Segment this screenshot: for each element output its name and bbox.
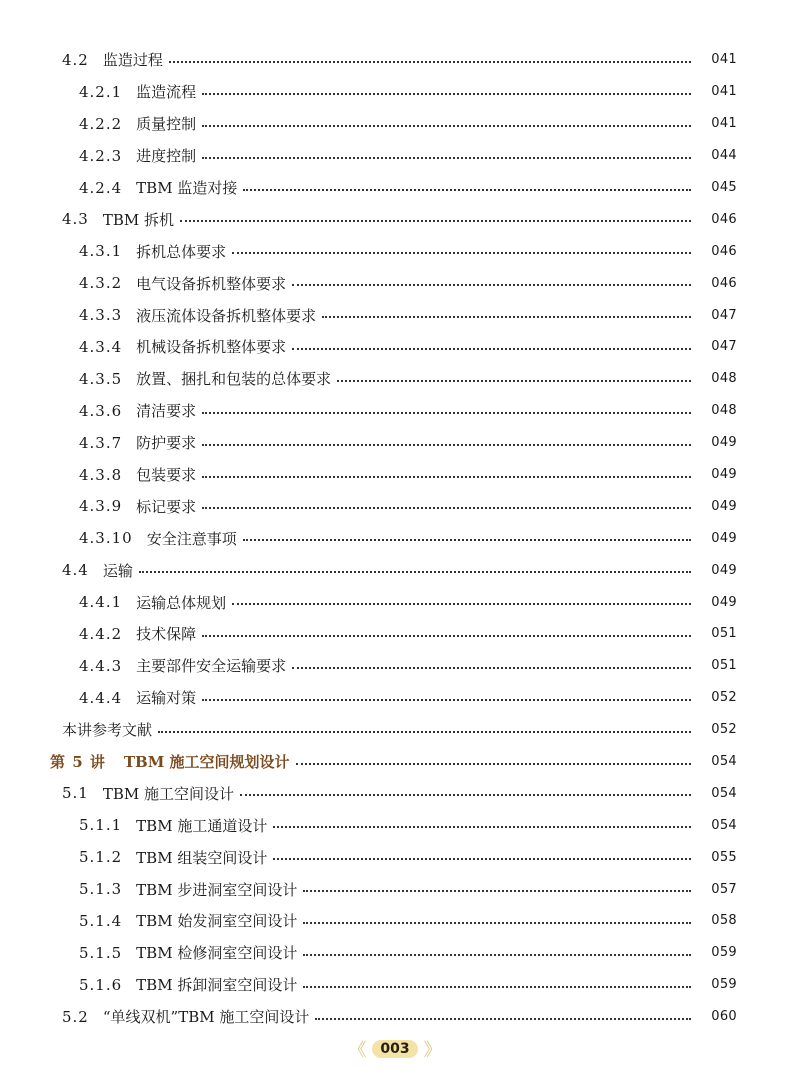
toc-entry-number: 第 5 讲 (50, 753, 106, 772)
toc-entry-number: 4.2.2 (79, 114, 123, 133)
toc-entry-number: 5.1.5 (79, 943, 123, 962)
toc-entry-number: 5.1.1 (79, 816, 123, 835)
toc-entry-title: 运输 (102, 561, 133, 580)
toc-entry-number: 4.3.2 (79, 274, 123, 293)
toc-entry-title: 机械设备拆机整体要求 (136, 338, 287, 357)
toc-entry[interactable] (0, 809, 790, 841)
toc-entry-number: 4.3.6 (79, 401, 123, 420)
toc-entry-page: 045 (711, 180, 737, 195)
toc-entry-title: 监造流程 (136, 83, 197, 102)
toc-entry-number: 4.4.4 (79, 688, 123, 707)
toc-entry-title: 质量控制 (136, 115, 197, 134)
toc-entry-title: 清洁要求 (136, 402, 197, 421)
toc-entry[interactable] (0, 203, 790, 235)
dot-leader (243, 189, 691, 191)
toc-entry-number: 5.1.6 (79, 975, 123, 994)
toc-entry[interactable] (0, 44, 790, 76)
toc-entry-title: TBM 施工通道设计 (136, 816, 268, 835)
toc-entry-title: 包装要求 (136, 466, 197, 485)
toc-entry-page: 051 (711, 658, 737, 674)
toc-entry-page: 049 (711, 594, 737, 610)
toc-entry-title: “单线双机”TBM 施工空间设计 (102, 1008, 310, 1027)
toc-entry-number: 4.2 (62, 50, 89, 69)
dot-leader (139, 571, 691, 573)
toc-entry[interactable] (0, 937, 790, 969)
toc-entry[interactable] (0, 490, 790, 522)
toc-entry-page: 049 (711, 530, 737, 546)
toc-entry-page: 049 (711, 562, 737, 578)
toc-entry-number: 4.3.3 (79, 306, 123, 325)
dot-leader (303, 922, 691, 924)
dot-leader (273, 826, 691, 828)
toc-entry-title: 技术保障 (136, 625, 197, 644)
toc-entry[interactable] (0, 777, 790, 809)
dot-leader (292, 284, 691, 286)
dot-leader (180, 220, 691, 222)
toc-entry-number: 4.4 (62, 561, 89, 580)
dot-leader (202, 125, 691, 127)
toc-entry-page: 049 (711, 435, 737, 451)
toc-entry-number: 4.4.3 (79, 656, 123, 675)
dot-leader (273, 858, 691, 860)
toc-entry-number: 5.1 (62, 784, 89, 803)
dot-leader (202, 157, 691, 159)
toc-entry-number: 4.4.1 (79, 593, 123, 612)
toc-entry-page: 048 (711, 371, 737, 387)
toc-entry[interactable] (0, 905, 790, 937)
toc-entry-number: 4.3.1 (79, 242, 123, 261)
toc-entry[interactable] (0, 235, 790, 267)
dot-leader (303, 954, 691, 956)
toc-entry-title: 主要部件安全运输要求 (136, 657, 287, 676)
toc-entry-title: TBM 监造对接 (136, 179, 238, 197)
dot-leader (315, 1018, 691, 1020)
dot-leader (202, 444, 691, 446)
toc-entry-number: 4.4.2 (79, 624, 123, 643)
toc-entry[interactable] (0, 1001, 790, 1033)
toc-entry[interactable] (0, 682, 790, 714)
toc-entry-title: TBM 检修洞室空间设计 (136, 944, 298, 963)
toc-entry-number: 4.2.3 (79, 146, 123, 165)
page-footer (0, 1036, 790, 1062)
dot-leader (202, 635, 691, 637)
dot-leader (296, 763, 691, 765)
toc-entry-page: 046 (711, 275, 737, 291)
toc-entry-title: 监造过程 (102, 51, 163, 70)
dot-leader (232, 603, 691, 605)
toc-entry-number: 5.1.4 (79, 911, 123, 930)
toc-entry-number: 4.3.7 (79, 433, 123, 452)
toc-entry[interactable] (0, 331, 790, 363)
toc-entry-title: TBM 组装空间设计 (136, 848, 268, 867)
toc-entry[interactable] (0, 522, 790, 554)
toc-entry[interactable] (0, 650, 790, 682)
toc-entry-title: 电气设备拆机整体要求 (136, 274, 287, 293)
ornament-left-icon: 《 (348, 1040, 367, 1061)
toc-entry-page: 049 (711, 467, 737, 483)
toc-entry-number: 4.3.10 (79, 529, 133, 548)
toc-entry-number: 4.3.8 (79, 465, 123, 484)
toc-entry[interactable] (0, 427, 790, 459)
toc-entry-number: 5.1.3 (79, 880, 123, 899)
toc-entry-title: 拆机总体要求 (136, 242, 227, 261)
toc-entry-page: 052 (711, 690, 737, 706)
toc-entry[interactable] (0, 969, 790, 1001)
dot-leader (322, 316, 691, 318)
toc-entry-number: 4.3.5 (79, 369, 123, 388)
toc-entry-title: 本讲参考文献 (62, 721, 153, 740)
toc-entry-title: TBM 始发洞室空间设计 (136, 912, 298, 931)
toc-entry-title: 运输对策 (136, 689, 197, 708)
toc-entry-page: 044 (711, 148, 737, 164)
toc-entry[interactable] (0, 618, 790, 650)
toc-entry-page: 041 (711, 84, 737, 100)
toc-entry-number: 4.2.4 (79, 178, 123, 197)
toc-entry-page: 052 (711, 722, 737, 738)
toc-entry[interactable] (0, 172, 790, 204)
toc-entry[interactable] (0, 267, 790, 299)
toc-entry-page: 054 (711, 817, 737, 833)
toc-entry-page: 059 (711, 977, 737, 993)
toc-entry[interactable] (0, 554, 790, 586)
dot-leader (158, 731, 691, 733)
dot-leader (243, 539, 691, 541)
toc-entry-number: 4.3.9 (79, 497, 123, 516)
toc-entry[interactable] (0, 76, 790, 108)
toc-entry-title: TBM 拆机 (102, 210, 175, 229)
dot-leader (292, 348, 691, 350)
toc-entry[interactable] (0, 363, 790, 395)
toc-entry[interactable] (0, 841, 790, 873)
toc-entry-number: 4.2.1 (79, 82, 123, 101)
toc-entry-page: 046 (711, 243, 737, 259)
toc-entry-number: 4.3.4 (79, 337, 123, 356)
page-number: 003 (372, 1040, 417, 1058)
toc-entry[interactable] (0, 586, 790, 618)
dot-leader (303, 986, 691, 988)
dot-leader (169, 61, 691, 63)
dot-leader (292, 667, 691, 669)
toc-entry-page: 055 (711, 849, 737, 865)
toc-entry-number: 4.3 (62, 210, 89, 229)
dot-leader (337, 380, 691, 382)
toc-entry-title: TBM 步进洞室空间设计 (136, 880, 298, 899)
toc-entry-title: TBM 施工空间设计 (102, 784, 235, 803)
dot-leader (303, 890, 691, 892)
toc-entry-page: 047 (711, 307, 737, 323)
toc-entry-page: 046 (711, 211, 737, 227)
toc-entry-page: 059 (711, 945, 737, 961)
toc-entry-title: 安全注意事项 (146, 529, 237, 548)
toc-entry[interactable] (0, 714, 790, 746)
dot-leader (202, 93, 691, 95)
toc-entry-title: 运输总体规划 (136, 593, 227, 612)
toc-entry-page: 058 (711, 913, 737, 929)
dot-leader (232, 252, 691, 254)
toc-entry-title: 标记要求 (136, 497, 197, 516)
toc-entry-number: 5.2 (62, 1007, 89, 1026)
toc-entry-title: TBM 拆卸洞室空间设计 (136, 976, 298, 995)
dot-leader (202, 412, 691, 414)
toc-entry[interactable] (0, 395, 790, 427)
toc-entry[interactable] (0, 140, 790, 172)
toc-entry[interactable] (0, 299, 790, 331)
table-of-contents (0, 44, 790, 1033)
toc-entry-page: 048 (711, 403, 737, 419)
dot-leader (202, 476, 691, 478)
toc-entry[interactable] (0, 873, 790, 905)
toc-entry-page: 060 (711, 1009, 737, 1025)
toc-entry[interactable] (0, 108, 790, 140)
ornament-right-icon: 》 (423, 1040, 442, 1061)
toc-entry-page: 047 (711, 339, 737, 355)
toc-entry-page: 054 (711, 754, 737, 770)
toc-entry-page: 057 (711, 881, 737, 897)
dot-leader (202, 507, 691, 509)
toc-entry-title: 进度控制 (136, 147, 197, 166)
toc-entry-title: 防护要求 (136, 434, 197, 453)
toc-entry-page: 051 (711, 626, 737, 642)
toc-entry-page: 041 (711, 116, 737, 132)
toc-entry-title: 放置、捆扎和包装的总体要求 (136, 370, 332, 389)
dot-leader (240, 794, 691, 796)
toc-chapter-entry[interactable] (0, 746, 790, 778)
toc-entry[interactable] (0, 459, 790, 491)
dot-leader (202, 699, 691, 701)
toc-entry-number: 5.1.2 (79, 848, 123, 867)
toc-entry-title: 液压流体设备拆机整体要求 (136, 306, 317, 325)
toc-entry-page: 041 (711, 52, 737, 68)
toc-entry-title: TBM 施工空间规划设计 (123, 753, 290, 772)
toc-entry-page: 054 (711, 785, 737, 801)
toc-entry-page: 049 (711, 498, 737, 514)
